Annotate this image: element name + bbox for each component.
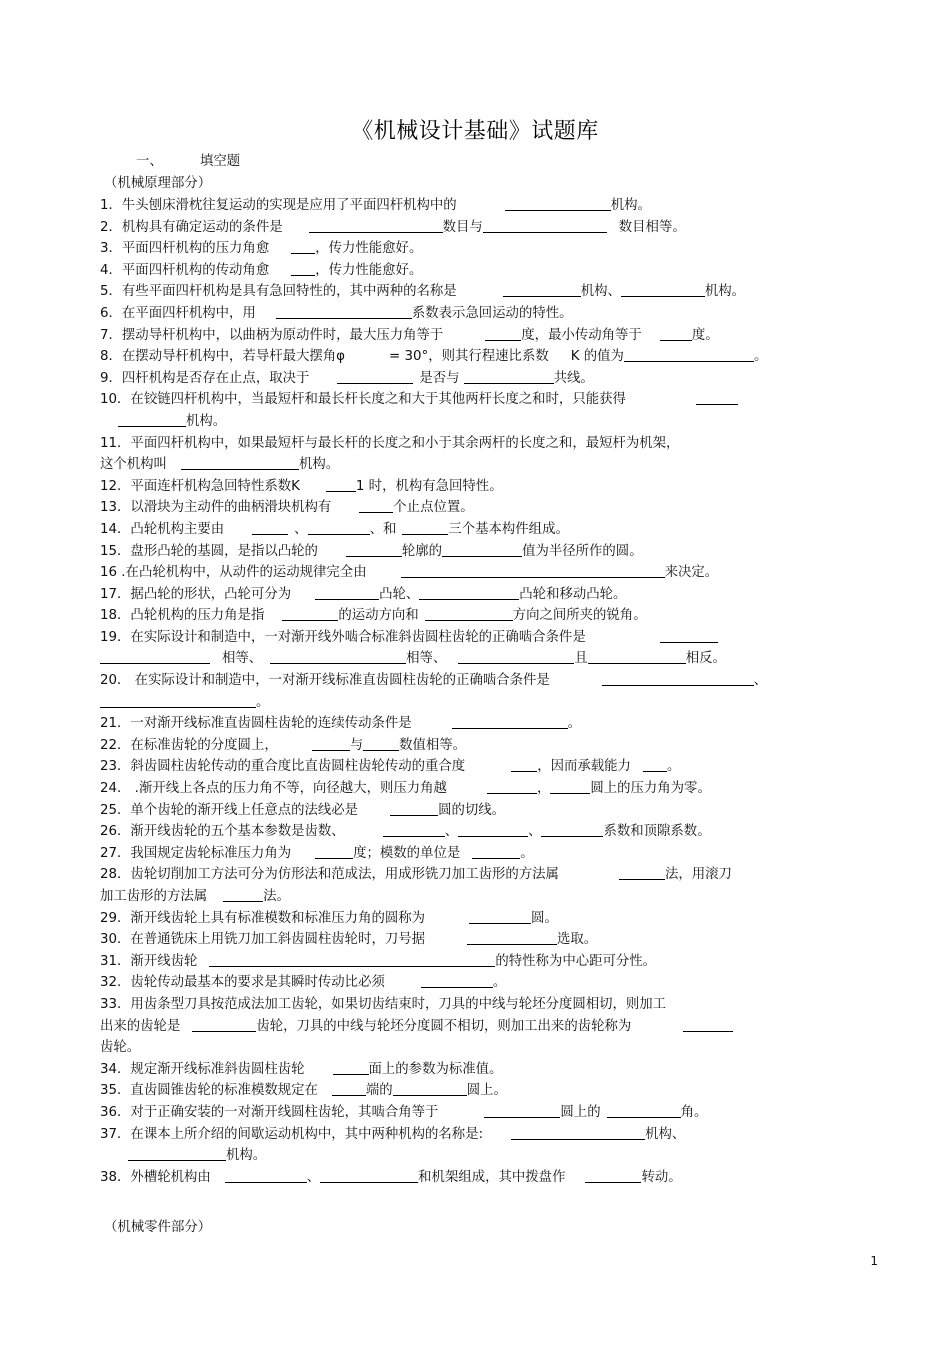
- answer-blank[interactable]: [619, 865, 665, 880]
- part-heading-machine-parts: （机械零件部分）: [104, 1220, 212, 1235]
- question-29: 29．渐开线齿轮上具有标准模数和标准压力角的圆称为 圆。: [100, 910, 558, 926]
- question-2: 2．机构具有确定运动的条件是 数目与 数目相等。: [100, 219, 686, 235]
- answer-blank[interactable]: [683, 1017, 733, 1032]
- section-heading: [136, 150, 240, 169]
- answer-blank[interactable]: [225, 1168, 307, 1183]
- answer-blank[interactable]: [464, 369, 554, 384]
- question-34: 34．规定渐开线标准斜齿圆柱齿轮 面上的参数为标准值。: [100, 1061, 503, 1077]
- question-31: 31．渐开线齿轮 的特性称为中心距可分性。: [100, 953, 657, 969]
- question-16: 16 .在凸轮机构中，从动件的运动规律完全由 来决定。: [100, 565, 719, 581]
- answer-blank[interactable]: [467, 930, 557, 945]
- question-12: 12．平面连杆机构急回特性系数K 1 时，机构有急回特性。: [100, 478, 503, 494]
- answer-blank[interactable]: [485, 326, 521, 341]
- answer-blank[interactable]: [315, 844, 353, 859]
- question-33-cont: 出来的齿轮是 齿轮，刀具的中线与轮坯分度圆不相切，则加工出来的齿轮称为: [100, 1016, 830, 1038]
- question-30: 30．在普通铣床上用铣刀加工斜齿圆柱齿轮时，刀号据 选取。: [100, 932, 598, 948]
- question-33: 33．用齿条型刀具按范成法加工齿轮，如果切齿结束时，刀具的中线与轮坯分度圆相切，则加工: [100, 996, 667, 1012]
- answer-blank[interactable]: [419, 585, 519, 600]
- question-22: 22．在标准齿轮的分度圆上， 与 数值相等。: [100, 737, 467, 753]
- answer-blank[interactable]: [483, 218, 607, 233]
- question-28-cont: 加工齿形的方法属 法。: [100, 889, 290, 904]
- answer-blank[interactable]: [270, 649, 406, 664]
- part-heading-mechanism-principles: （机械原理部分）: [104, 176, 212, 191]
- question-list: [100, 195, 830, 1188]
- answer-blank[interactable]: [291, 261, 315, 276]
- answer-blank[interactable]: [660, 326, 692, 341]
- question-21: 21．一对渐开线标准直齿圆柱齿轮的连续传动条件是 。: [100, 716, 582, 732]
- answer-blank[interactable]: [128, 1146, 226, 1161]
- answer-blank[interactable]: [308, 520, 370, 535]
- answer-blank[interactable]: [337, 369, 413, 384]
- answer-blank[interactable]: [511, 757, 537, 772]
- answer-blank[interactable]: [624, 347, 754, 362]
- question-5: 5．有些平面四杆机构是具有急回特性的，其中两种的名称是 机构、 机构。: [100, 284, 746, 300]
- answer-blank[interactable]: [346, 542, 402, 557]
- answer-blank[interactable]: [602, 671, 754, 686]
- question-14: 14．凸轮机构主要由 、 、和 三个基本构件组成。: [100, 521, 569, 537]
- answer-blank[interactable]: [252, 520, 288, 535]
- question-33-cont2: 齿轮。: [100, 1040, 141, 1056]
- question-28: 28．齿轮切削加工方法可分为仿形法和范成法，用成形铣刀加工齿形的方法属 法，用滚刀: [100, 867, 732, 883]
- question-19-cont: 相等、 相等、 且 相反。: [100, 648, 830, 670]
- answer-blank[interactable]: [660, 628, 718, 643]
- section-label: 填空题: [200, 154, 241, 169]
- question-19: 19．在实际设计和制造中，一对渐开线外啮合标准斜齿圆柱齿轮的正确啮合条件是: [100, 627, 830, 649]
- answer-blank[interactable]: [458, 649, 574, 664]
- answer-blank[interactable]: [312, 736, 350, 751]
- answer-blank[interactable]: [484, 1103, 560, 1118]
- answer-blank[interactable]: [402, 520, 448, 535]
- answer-blank[interactable]: [550, 779, 590, 794]
- question-24: 24． .渐开线上各点的压力角不等，向径越大，则压力角越 ， 圆上的压力角为零。: [100, 781, 711, 797]
- answer-blank[interactable]: [643, 757, 667, 772]
- answer-blank[interactable]: [401, 563, 665, 578]
- question-37: 37．在课本上所介绍的间歇运动机构中，其中两种机构的名称是: 机构、: [100, 1126, 686, 1142]
- answer-blank[interactable]: [192, 1017, 256, 1032]
- answer-blank[interactable]: [621, 282, 705, 297]
- question-35: 35．直齿圆锥齿轮的标准模数规定在 端的 圆上。: [100, 1083, 507, 1099]
- answer-blank[interactable]: [393, 1081, 467, 1096]
- answer-blank[interactable]: [320, 1168, 418, 1183]
- question-1: 1．牛头刨床滑枕往复运动的实现是应用了平面四杆机构中的 机构。: [100, 198, 651, 213]
- question-36: 36．对于正确安装的一对渐开线圆柱齿轮，其啮合角等于 圆上的 角。: [100, 1104, 708, 1120]
- answer-blank[interactable]: [425, 606, 513, 621]
- answer-blank[interactable]: [442, 542, 522, 557]
- question-6: 6．在平面四杆机构中，用 系数表示急回运动的特性。: [100, 305, 573, 321]
- question-25: 25．单个齿轮的渐开线上任意点的法线必是 圆的切线。: [100, 802, 506, 818]
- answer-blank[interactable]: [282, 606, 338, 621]
- question-13: 13．以滑块为主动件的曲柄滑块机构有 个止点位置。: [100, 500, 474, 516]
- answer-blank[interactable]: [585, 1168, 641, 1183]
- question-11: 11．平面四杆机构中，如果最短杆与最长杆的长度之和小于其余两杆的长度之和，最短杆为机架，: [100, 435, 680, 451]
- answer-blank[interactable]: [100, 693, 256, 708]
- answer-blank[interactable]: [503, 282, 581, 297]
- answer-blank[interactable]: [588, 649, 686, 664]
- question-8: 8．在摆动导杆机构中，若导杆最大摆角φ = 30°，则其行程速比系数 K 的值为 。: [100, 349, 768, 365]
- answer-blank[interactable]: [100, 649, 210, 664]
- question-17: 17．据凸轮的形状，凸轮可分为 凸轮、 凸轮和移动凸轮。: [100, 586, 627, 602]
- answer-blank[interactable]: [326, 477, 356, 492]
- answer-blank[interactable]: [511, 1125, 645, 1140]
- question-38: 38．外槽轮机构由 、 和机架组成，其中拨盘作 转动。: [100, 1169, 682, 1185]
- question-32: 32．齿轮传动最基本的要求是其瞬时传动比必须 。: [100, 975, 507, 991]
- answer-blank[interactable]: [291, 239, 315, 254]
- question-10-cont: 机构。: [100, 411, 830, 433]
- answer-blank[interactable]: [223, 887, 263, 902]
- question-23: 23．斜齿圆柱齿轮传动的重合度比直齿圆柱齿轮传动的重合度 ，因而承载能力 。: [100, 759, 681, 775]
- answer-blank[interactable]: [363, 736, 399, 751]
- answer-blank[interactable]: [390, 801, 438, 816]
- answer-blank[interactable]: [487, 779, 537, 794]
- answer-blank[interactable]: [452, 714, 568, 729]
- question-4: 4．平面四杆机构的传动角愈 ，传力性能愈好。: [100, 262, 423, 278]
- question-11-cont: 这个机构叫 机构。: [100, 457, 340, 473]
- answer-blank[interactable]: [505, 196, 611, 211]
- answer-blank[interactable]: [421, 973, 493, 988]
- question-26: 26．渐开线齿轮的五个基本参数是齿数、 、 、 系数和顶隙系数。: [100, 824, 711, 840]
- answer-blank[interactable]: [209, 952, 495, 967]
- answer-blank[interactable]: [607, 1103, 681, 1118]
- question-20-cont: 。: [100, 692, 830, 714]
- question-10: 10．在铰链四杆机构中，当最短杆和最长杆长度之和大于其他两杆长度之和时，只能获得: [100, 389, 830, 411]
- answer-blank[interactable]: [118, 412, 186, 427]
- section-number: 一、: [136, 154, 163, 169]
- question-9: 9．四杆机构是否存在止点，取决于 是否与 共线。: [100, 370, 594, 386]
- answer-blank[interactable]: [332, 1081, 366, 1096]
- answer-blank[interactable]: [309, 218, 443, 233]
- answer-blank[interactable]: [276, 304, 412, 319]
- answer-blank[interactable]: [359, 498, 393, 513]
- answer-blank[interactable]: [333, 1060, 369, 1075]
- question-7: 7．摆动导杆机构中，以曲柄为原动件时，最大压力角等于 度，最小传动角等于 度。: [100, 327, 719, 343]
- answer-blank[interactable]: [315, 585, 379, 600]
- answer-blank[interactable]: [469, 909, 531, 924]
- question-18: 18．凸轮机构的压力角是指 的运动方向和 方向之间所夹的锐角。: [100, 608, 647, 624]
- answer-blank[interactable]: [458, 822, 528, 837]
- question-3: 3．平面四杆机构的压力角愈 ，传力性能愈好。: [100, 241, 423, 257]
- question-27: 27．我国规定齿轮标准压力角为 度；模数的单位是 。: [100, 845, 534, 861]
- answer-blank[interactable]: [383, 822, 445, 837]
- page-number: 1: [870, 1254, 878, 1268]
- answer-blank[interactable]: [472, 844, 520, 859]
- question-15: 15．盘形凸轮的基圆，是指以凸轮的 轮廓的 值为半径所作的圆。: [100, 543, 643, 559]
- question-37-cont: 机构。: [100, 1145, 830, 1167]
- answer-blank[interactable]: [181, 455, 299, 470]
- answer-blank[interactable]: [696, 390, 738, 405]
- page-title: 《机械设计基础》试题库: [351, 119, 599, 144]
- answer-blank[interactable]: [541, 822, 603, 837]
- question-20: 20． 在实际设计和制造中，一对渐开线标准直齿圆柱齿轮的正确啮合条件是 、: [100, 673, 768, 689]
